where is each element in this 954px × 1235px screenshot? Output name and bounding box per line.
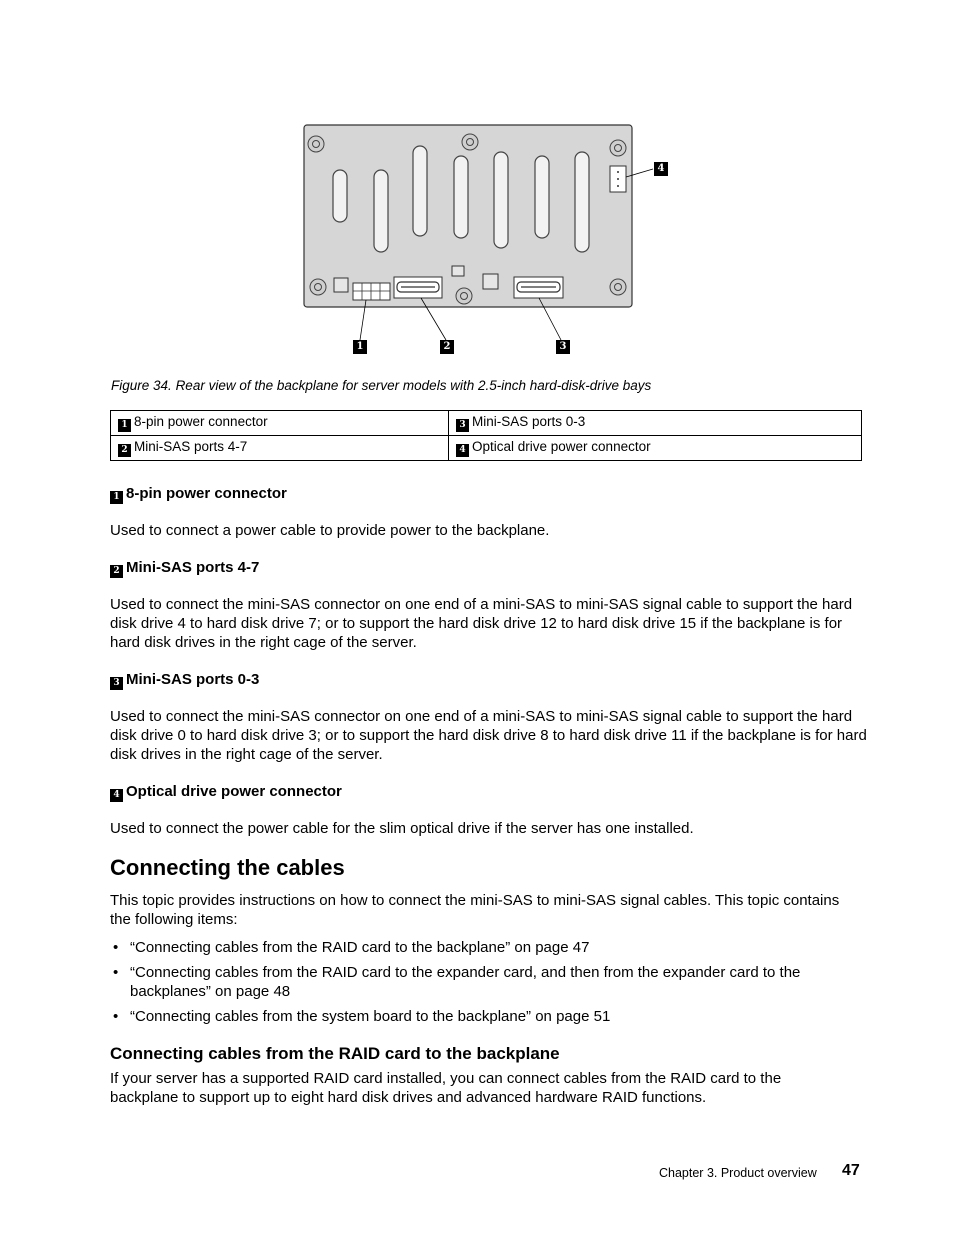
item-heading-4 [110, 783, 342, 802]
figure-caption-text: Rear view of the backplane for server models with 2.5-inch hard-disk-drive bays [175, 378, 652, 393]
bullet-link[interactable]: “Connecting cables from the system board to the backplane” on page 51 [130, 1008, 611, 1025]
page-number: 47 [842, 1162, 860, 1179]
item-title: 8-pin power connector [126, 485, 287, 502]
figure-callout-4: 4 [654, 162, 668, 176]
power-connector-8pin [353, 283, 390, 300]
item-description-3: Used to connect the mini-SAS connector on one end of a mini-SAS to mini-SAS signal cable to support the hard disk drive 0 to hard disk drive 3; or to support the hard disk drive 8 to hard disk drive 11 if the backplane is for hard disk drives in the right cage of the server. [110, 708, 867, 763]
legend-callout: 3 [456, 419, 469, 432]
legend-cell [449, 436, 862, 461]
bullet-dot: • [113, 964, 119, 981]
optical-power-connector [610, 166, 626, 192]
item-description-1: Used to connect a power cable to provide power to the backplane. [110, 522, 550, 539]
item-callout: 2 [110, 565, 123, 578]
item-callout: 1 [110, 491, 123, 504]
figure-callout-2: 2 [440, 340, 454, 354]
subsection-text: If your server has a supported RAID card installed, you can connect cables from the RAID card to the backplane to support up to eight hard disk drives and advanced hardware RAID functions. [110, 1070, 782, 1106]
table-row [111, 411, 862, 436]
legend-cell [449, 411, 862, 436]
bullet-dot: • [113, 939, 119, 956]
subsection-title: Connecting cables from the RAID card to the backplane [110, 1044, 560, 1063]
bullet-link[interactable]: “Connecting cables from the RAID card to the backplane” on page 47 [130, 939, 590, 956]
backplane-figure [0, 0, 954, 370]
figure-caption [111, 378, 651, 393]
mini-sas-connector-4-7 [394, 277, 442, 298]
legend-cell [111, 411, 449, 436]
legend-label: Mini-SAS ports 0-3 [472, 414, 586, 429]
item-description-2: Used to connect the mini-SAS connector on one end of a mini-SAS to mini-SAS signal cable to support the hard disk drive 4 to hard disk drive 7; or to support the hard disk drive 12 to hard disk drive 15 if the backplane is for hard disk drives in the right cage of the server. [110, 596, 853, 651]
figure-callout-1: 1 [353, 340, 367, 354]
backplane-board [304, 125, 632, 307]
item-title: Optical drive power connector [126, 783, 342, 800]
legend-label: Mini-SAS ports 4-7 [134, 439, 248, 454]
section-intro: This topic provides instructions on how to connect the mini-SAS to mini-SAS signal cables. This topic contains the following items: [110, 892, 840, 928]
item-title: Mini-SAS ports 0-3 [126, 671, 260, 688]
bullet-link[interactable]: “Connecting cables from the RAID card to the expander card, and then from the expander card to the backplanes” on page 48 [130, 964, 801, 1000]
legend-callout: 2 [118, 444, 131, 457]
legend-cell [111, 436, 449, 461]
mini-sas-connector-0-3 [514, 277, 563, 298]
item-heading-1 [110, 485, 287, 504]
legend-callout: 4 [456, 444, 469, 457]
item-heading-2 [110, 559, 259, 578]
item-description-4: Used to connect the power cable for the slim optical drive if the server has one installed. [110, 820, 694, 837]
section-title: Connecting the cables [110, 855, 345, 880]
item-callout: 3 [110, 677, 123, 690]
item-heading-3 [110, 671, 259, 690]
figure-caption-label: Figure 34. [111, 378, 172, 393]
legend-label: 8-pin power connector [134, 414, 268, 429]
footer-chapter: Chapter 3. Product overview [659, 1166, 817, 1180]
bullet-dot: • [113, 1008, 119, 1025]
item-title: Mini-SAS ports 4-7 [126, 559, 260, 576]
legend-callout: 1 [118, 419, 131, 432]
legend-label: Optical drive power connector [472, 439, 651, 454]
legend-table [110, 410, 862, 461]
table-row [111, 436, 862, 461]
item-callout: 4 [110, 789, 123, 802]
figure-callout-3: 3 [556, 340, 570, 354]
